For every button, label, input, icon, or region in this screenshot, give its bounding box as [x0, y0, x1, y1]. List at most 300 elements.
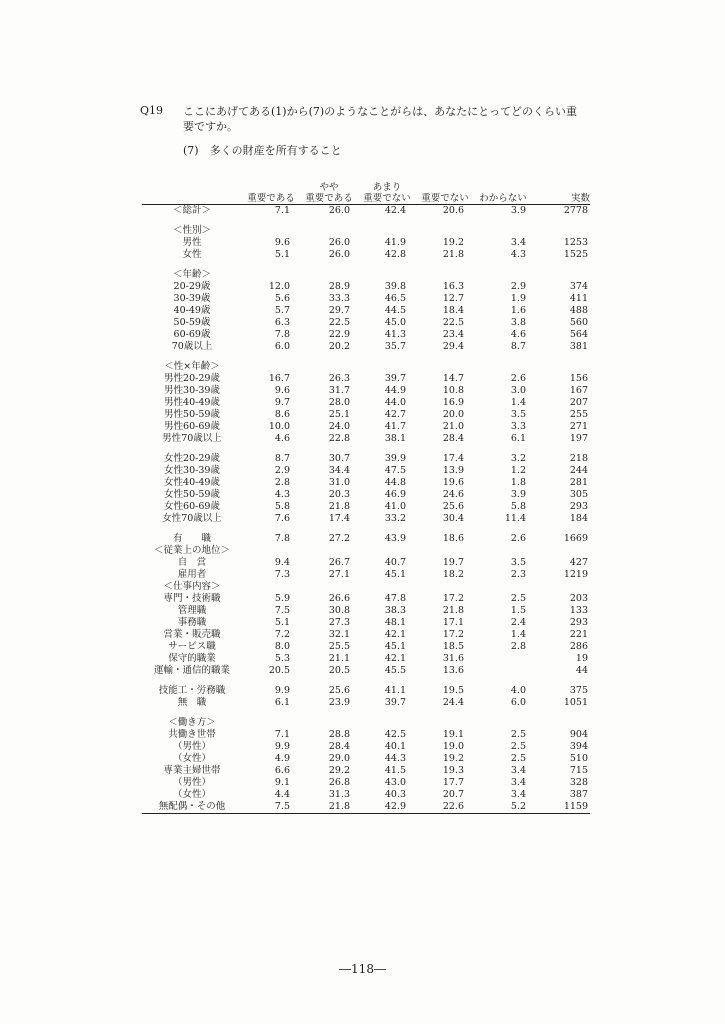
count-cell — [532, 545, 590, 557]
row-label: 男性60-69歳 — [164, 421, 220, 432]
percent-cell — [416, 225, 474, 237]
percent-cell: 44.3 — [384, 753, 406, 764]
percent-cell — [242, 225, 300, 237]
percent-cell: 45.0 — [384, 317, 406, 328]
count-cell: 488 — [569, 305, 588, 316]
table-row — [142, 789, 590, 801]
count-cell: 271 — [569, 421, 588, 432]
percent-cell: 20.0 — [442, 409, 464, 420]
percent-cell: 20.5 — [268, 665, 290, 676]
percent-cell: 17.4 — [442, 453, 464, 464]
table-row — [142, 489, 590, 501]
percent-cell: 44.8 — [384, 477, 406, 488]
percent-cell: 16.7 — [268, 373, 290, 384]
percent-cell: 25.6 — [442, 501, 464, 512]
table-row — [142, 665, 590, 677]
percent-cell: 10.0 — [268, 421, 290, 432]
count-cell: 328 — [569, 777, 588, 788]
table-row — [142, 617, 590, 629]
row-spacer — [142, 261, 590, 269]
percent-cell: 3.9 — [510, 205, 526, 216]
percent-cell: 20.7 — [442, 789, 464, 800]
table-row — [142, 717, 590, 729]
row-label: 女性30-39歳 — [164, 465, 220, 476]
percent-cell: 21.1 — [328, 653, 350, 664]
percent-cell: 17.2 — [442, 593, 464, 604]
row-label: 50-59歳 — [173, 317, 211, 328]
percent-cell: 10.8 — [442, 385, 464, 396]
row-label: ＜年齢＞ — [172, 269, 211, 280]
percent-cell: 6.1 — [510, 433, 526, 444]
table-row — [142, 373, 590, 385]
percent-cell: 5.1 — [274, 249, 290, 260]
column-header: あまり 重要でない — [358, 180, 416, 205]
percent-cell: 19.2 — [442, 237, 464, 248]
percent-cell: 40.7 — [384, 557, 406, 568]
percent-cell: 5.7 — [274, 305, 290, 316]
percent-cell: 9.4 — [274, 557, 290, 568]
percent-cell: 26.0 — [328, 237, 350, 248]
spacer-cell — [142, 525, 590, 533]
table-row — [142, 341, 590, 353]
percent-cell — [474, 269, 532, 281]
percent-cell: 23.4 — [442, 329, 464, 340]
row-label: 30-39歳 — [173, 293, 211, 304]
percent-cell: 27.1 — [328, 569, 350, 580]
results-table — [142, 180, 590, 814]
percent-cell: 45.5 — [384, 665, 406, 676]
percent-cell: 22.9 — [328, 329, 350, 340]
percent-cell: 7.1 — [274, 205, 290, 216]
row-label: 技能工・労務職 — [158, 685, 226, 696]
count-cell: 411 — [569, 293, 588, 304]
table-row — [142, 605, 590, 617]
row-label: 事務職 — [177, 617, 207, 628]
percent-cell: 1.4 — [510, 629, 526, 640]
spacer-cell — [142, 217, 590, 225]
percent-cell: 44.0 — [384, 397, 406, 408]
percent-cell: 8.7 — [274, 453, 290, 464]
table-row — [142, 513, 590, 525]
percent-cell: 4.3 — [274, 489, 290, 500]
percent-cell — [416, 581, 474, 593]
row-label: 女性 — [182, 249, 202, 260]
percent-cell: 46.5 — [384, 293, 406, 304]
percent-cell: 2.6 — [510, 533, 526, 544]
percent-cell: 29.7 — [328, 305, 350, 316]
percent-cell: 1.9 — [510, 293, 526, 304]
percent-cell — [474, 665, 532, 677]
percent-cell: 30.4 — [442, 513, 464, 524]
percent-cell: 20.2 — [328, 341, 350, 352]
header-blank — [142, 180, 242, 205]
percent-cell: 24.4 — [442, 697, 464, 708]
count-cell — [532, 581, 590, 593]
percent-cell: 18.2 — [442, 569, 464, 580]
percent-cell: 1.4 — [510, 397, 526, 408]
percent-cell: 38.1 — [384, 433, 406, 444]
percent-cell: 3.4 — [510, 765, 526, 776]
percent-cell — [416, 269, 474, 281]
table-row — [142, 433, 590, 445]
percent-cell: 4.3 — [510, 249, 526, 260]
percent-cell: 9.6 — [274, 237, 290, 248]
percent-cell: 4.4 — [274, 789, 290, 800]
percent-cell: 2.8 — [274, 477, 290, 488]
percent-cell: 28.8 — [328, 729, 350, 740]
percent-cell: 45.1 — [384, 569, 406, 580]
table-row — [142, 293, 590, 305]
row-label: 男性 — [182, 237, 202, 248]
percent-cell: 26.3 — [328, 373, 350, 384]
count-cell: 184 — [569, 513, 588, 524]
count-cell: 1159 — [532, 801, 590, 814]
percent-cell: 3.0 — [510, 385, 526, 396]
percent-cell: 2.5 — [510, 753, 526, 764]
table-row — [142, 477, 590, 489]
row-label: 営業・販売職 — [163, 629, 221, 640]
percent-cell: 44.9 — [384, 385, 406, 396]
column-header: わからない — [474, 180, 532, 205]
table-row — [142, 361, 590, 373]
percent-cell — [300, 269, 358, 281]
percent-cell: 42.1 — [384, 653, 406, 664]
count-cell: 375 — [569, 685, 588, 696]
table-row — [142, 409, 590, 421]
percent-cell: 31.0 — [328, 477, 350, 488]
table-row — [142, 225, 590, 237]
table-row — [142, 765, 590, 777]
percent-cell: 29.4 — [442, 341, 464, 352]
percent-cell: 21.0 — [442, 421, 464, 432]
percent-cell — [242, 361, 300, 373]
percent-cell — [242, 717, 300, 729]
percent-cell: 4.6 — [510, 329, 526, 340]
percent-cell — [416, 717, 474, 729]
row-label: 管理職 — [177, 605, 207, 616]
row-label: 40-49歳 — [173, 305, 211, 316]
percent-cell — [242, 545, 300, 557]
percent-cell: 13.6 — [442, 665, 464, 676]
percent-cell — [416, 545, 474, 557]
table-row — [142, 545, 590, 557]
percent-cell: 42.9 — [358, 801, 416, 814]
row-label: ＜性別＞ — [172, 225, 211, 236]
percent-cell: 1.6 — [510, 305, 526, 316]
percent-cell: 1.2 — [510, 465, 526, 476]
spacer-cell — [142, 709, 590, 717]
row-label: サービス職 — [168, 641, 216, 652]
row-spacer — [142, 677, 590, 685]
percent-cell: 34.4 — [328, 465, 350, 476]
row-label: ＜総計＞ — [172, 205, 211, 216]
table-row — [142, 741, 590, 753]
percent-cell: 25.1 — [328, 409, 350, 420]
percent-cell: 28.0 — [328, 397, 350, 408]
count-cell: 715 — [569, 765, 588, 776]
percent-cell — [358, 269, 416, 281]
table-row — [142, 697, 590, 709]
table-row — [142, 641, 590, 653]
row-label: 専門・技術職 — [163, 593, 221, 604]
table-row — [142, 569, 590, 581]
table-row — [142, 685, 590, 697]
percent-cell: 9.7 — [274, 397, 290, 408]
percent-cell: 41.7 — [384, 421, 406, 432]
percent-cell — [474, 361, 532, 373]
row-label: （男性） — [172, 741, 211, 752]
percent-cell: 12.7 — [442, 293, 464, 304]
percent-cell: 43.0 — [384, 777, 406, 788]
count-cell: 387 — [569, 789, 588, 800]
percent-cell: 6.0 — [274, 341, 290, 352]
table-row — [142, 533, 590, 545]
percent-cell: 7.6 — [274, 513, 290, 524]
row-label: ＜従業上の地位＞ — [153, 545, 230, 556]
percent-cell: 19.6 — [442, 477, 464, 488]
percent-cell: 5.2 — [474, 801, 532, 814]
question-text: ここにあげてある(1)から(7)のようなことがらは、あなたにとってどのくらい重要ですか。 — [183, 105, 577, 133]
row-label: （男性） — [172, 777, 211, 788]
column-header: 重要である — [242, 180, 300, 205]
percent-cell: 17.4 — [328, 513, 350, 524]
row-label: 男性40-49歳 — [164, 397, 220, 408]
percent-cell: 31.3 — [328, 789, 350, 800]
row-label: 女性40-49歳 — [164, 477, 220, 488]
percent-cell: 18.5 — [442, 641, 464, 652]
percent-cell: 30.7 — [328, 453, 350, 464]
percent-cell: 19.2 — [442, 753, 464, 764]
row-label: ＜性×年齢＞ — [164, 361, 220, 372]
percent-cell — [358, 717, 416, 729]
percent-cell: 5.1 — [274, 617, 290, 628]
percent-cell: 7.8 — [274, 533, 290, 544]
count-cell — [532, 269, 590, 281]
percent-cell: 29.2 — [328, 765, 350, 776]
count-cell: 560 — [569, 317, 588, 328]
percent-cell: 18.4 — [442, 305, 464, 316]
percent-cell: 9.9 — [274, 741, 290, 752]
row-label: 無配偶・その他 — [142, 801, 242, 814]
percent-cell: 13.9 — [442, 465, 464, 476]
table-row — [142, 653, 590, 665]
table-body — [142, 205, 590, 814]
row-label: 専業主婦世帯 — [163, 765, 221, 776]
count-cell: 1525 — [563, 249, 588, 260]
percent-cell: 8.7 — [510, 341, 526, 352]
percent-cell: 2.9 — [510, 281, 526, 292]
count-cell: 19 — [575, 653, 588, 664]
percent-cell: 42.5 — [384, 729, 406, 740]
count-cell: 1253 — [563, 237, 588, 248]
row-label: 男性30-39歳 — [164, 385, 220, 396]
table-row — [142, 453, 590, 465]
count-cell — [532, 717, 590, 729]
percent-cell: 19.0 — [442, 741, 464, 752]
row-label: 男性70歳以上 — [162, 433, 222, 444]
row-label: 雇用者 — [177, 569, 207, 580]
percent-cell: 21.8 — [300, 801, 358, 814]
count-cell: 510 — [569, 753, 588, 764]
table-row — [142, 465, 590, 477]
percent-cell: 22.6 — [416, 801, 474, 814]
percent-cell: 39.7 — [384, 373, 406, 384]
percent-cell — [416, 361, 474, 373]
percent-cell: 26.7 — [328, 557, 350, 568]
column-header: 実数 — [532, 180, 590, 205]
percent-cell: 41.5 — [384, 765, 406, 776]
percent-cell: 43.9 — [384, 533, 406, 544]
percent-cell: 22.8 — [328, 433, 350, 444]
table-row — [142, 801, 590, 814]
percent-cell: 5.3 — [274, 653, 290, 664]
percent-cell: 23.9 — [328, 697, 350, 708]
percent-cell: 41.1 — [384, 685, 406, 696]
table-row — [142, 593, 590, 605]
percent-cell: 47.5 — [384, 465, 406, 476]
spacer-cell — [142, 677, 590, 685]
percent-cell: 30.8 — [328, 605, 350, 616]
row-spacer — [142, 709, 590, 717]
table-row — [142, 557, 590, 569]
percent-cell: 33.3 — [328, 293, 350, 304]
percent-cell: 3.5 — [510, 557, 526, 568]
percent-cell: 33.2 — [384, 513, 406, 524]
count-cell: 203 — [569, 593, 588, 604]
percent-cell: 21.8 — [442, 249, 464, 260]
percent-cell: 7.2 — [274, 629, 290, 640]
percent-cell — [474, 581, 532, 593]
percent-cell: 2.6 — [510, 373, 526, 384]
count-cell — [532, 361, 590, 373]
row-label: ＜働き方＞ — [168, 717, 216, 728]
percent-cell: 29.0 — [328, 753, 350, 764]
percent-cell: 42.8 — [384, 249, 406, 260]
count-cell: 904 — [569, 729, 588, 740]
percent-cell: 2.5 — [510, 729, 526, 740]
percent-cell: 7.8 — [274, 329, 290, 340]
count-cell: 564 — [569, 329, 588, 340]
row-label: 70歳以上 — [171, 341, 213, 352]
row-label: （女性） — [172, 753, 211, 764]
percent-cell: 20.5 — [328, 665, 350, 676]
table-row — [142, 729, 590, 741]
percent-cell: 31.6 — [442, 653, 464, 664]
percent-cell: 5.6 — [274, 293, 290, 304]
percent-cell: 27.2 — [328, 533, 350, 544]
count-cell: 305 — [569, 489, 588, 500]
row-label: 女性20-29歳 — [164, 453, 220, 464]
spacer-cell — [142, 261, 590, 269]
percent-cell: 8.6 — [274, 409, 290, 420]
spacer-cell — [142, 353, 590, 361]
table-row — [142, 421, 590, 433]
table-row — [142, 385, 590, 397]
percent-cell: 32.1 — [328, 629, 350, 640]
percent-cell — [358, 545, 416, 557]
percent-cell: 6.3 — [274, 317, 290, 328]
question-subitem: (7) 多くの財産を所有すること — [183, 144, 342, 157]
column-header: やや 重要である — [300, 180, 358, 205]
percent-cell: 48.1 — [384, 617, 406, 628]
percent-cell: 4.6 — [274, 433, 290, 444]
percent-cell: 38.3 — [384, 605, 406, 616]
percent-cell: 46.9 — [384, 489, 406, 500]
percent-cell: 25.5 — [328, 641, 350, 652]
percent-cell — [300, 225, 358, 237]
count-cell: 394 — [569, 741, 588, 752]
row-spacer — [142, 353, 590, 361]
percent-cell: 17.2 — [442, 629, 464, 640]
percent-cell: 41.0 — [384, 501, 406, 512]
row-label: 有 職 — [172, 533, 211, 544]
percent-cell — [242, 269, 300, 281]
row-label: 運輸・通信的職業 — [153, 665, 230, 676]
percent-cell: 19.7 — [442, 557, 464, 568]
percent-cell: 3.4 — [510, 789, 526, 800]
table-row — [142, 397, 590, 409]
count-cell: 427 — [569, 557, 588, 568]
table-row — [142, 581, 590, 593]
percent-cell: 19.3 — [442, 765, 464, 776]
table-row — [142, 329, 590, 341]
row-label: 自 営 — [177, 557, 207, 568]
percent-cell: 45.1 — [384, 641, 406, 652]
percent-cell: 20.3 — [328, 489, 350, 500]
percent-cell: 24.6 — [442, 489, 464, 500]
row-label: ＜仕事内容＞ — [163, 581, 221, 592]
percent-cell: 35.7 — [384, 341, 406, 352]
table-header-row — [142, 180, 590, 205]
percent-cell: 2.5 — [510, 593, 526, 604]
percent-cell: 28.4 — [328, 741, 350, 752]
table-row — [142, 317, 590, 329]
percent-cell: 19.1 — [442, 729, 464, 740]
percent-cell: 2.5 — [510, 741, 526, 752]
percent-cell: 42.1 — [384, 629, 406, 640]
percent-cell: 41.9 — [384, 237, 406, 248]
percent-cell: 9.9 — [274, 685, 290, 696]
count-cell: 1669 — [563, 533, 588, 544]
percent-cell: 21.8 — [442, 605, 464, 616]
percent-cell: 19.5 — [442, 685, 464, 696]
percent-cell: 16.3 — [442, 281, 464, 292]
percent-cell — [358, 225, 416, 237]
percent-cell: 22.5 — [328, 317, 350, 328]
count-cell: 167 — [569, 385, 588, 396]
percent-cell: 7.5 — [274, 605, 290, 616]
count-cell — [532, 225, 590, 237]
table-row — [142, 629, 590, 641]
percent-cell: 28.9 — [328, 281, 350, 292]
percent-cell: 12.0 — [268, 281, 290, 292]
count-cell: 133 — [569, 605, 588, 616]
percent-cell: 27.3 — [328, 617, 350, 628]
percent-cell: 28.4 — [442, 433, 464, 444]
percent-cell — [474, 545, 532, 557]
table-row — [142, 237, 590, 249]
percent-cell: 1.8 — [510, 477, 526, 488]
percent-cell: 3.9 — [510, 489, 526, 500]
row-label: 男性50-59歳 — [164, 409, 220, 420]
percent-cell — [300, 581, 358, 593]
count-cell: 197 — [569, 433, 588, 444]
percent-cell: 3.8 — [510, 317, 526, 328]
percent-cell: 4.0 — [510, 685, 526, 696]
percent-cell: 3.3 — [510, 421, 526, 432]
percent-cell — [300, 717, 358, 729]
percent-cell — [474, 225, 532, 237]
